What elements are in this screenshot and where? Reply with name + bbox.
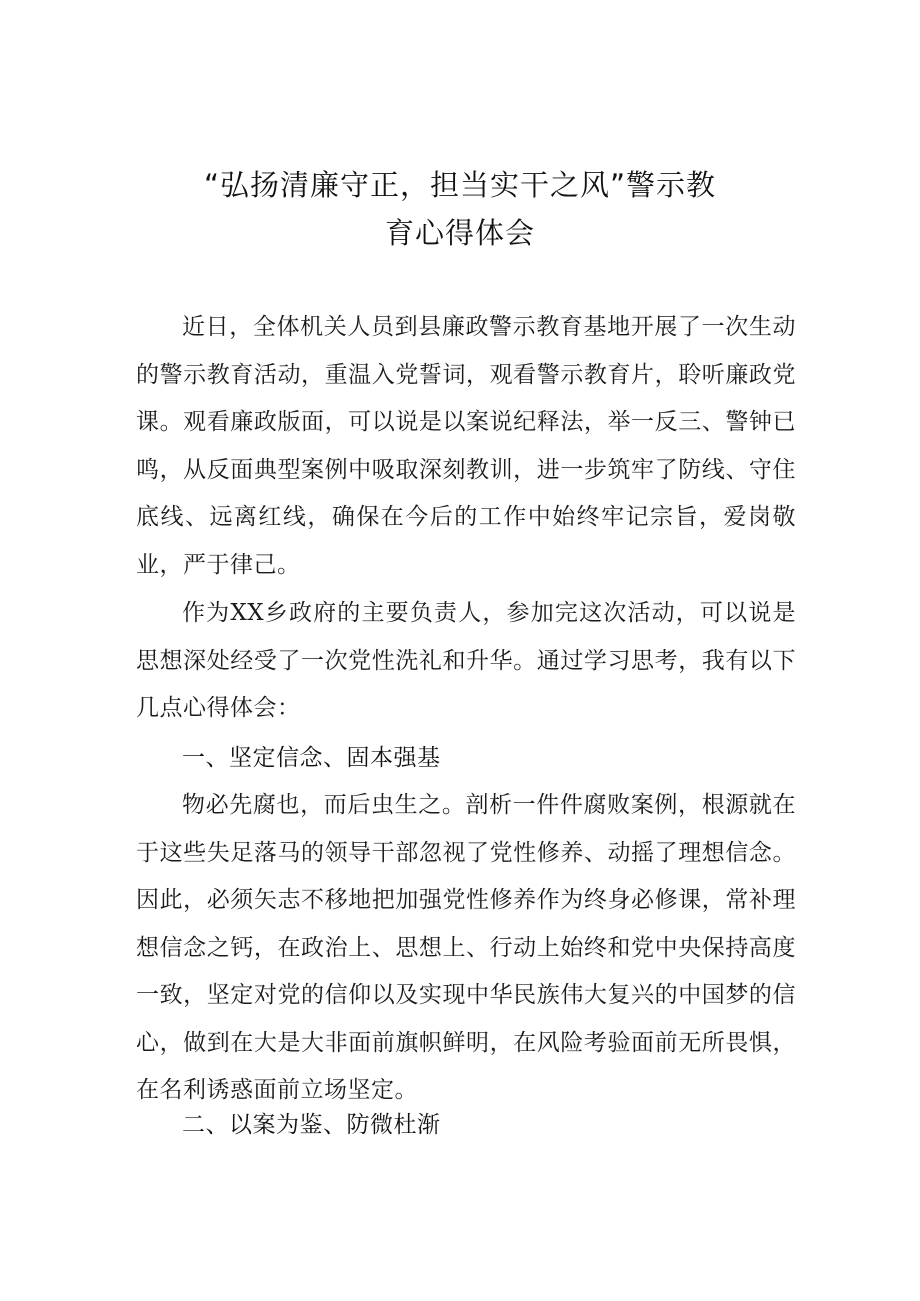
section-heading-2: 二、以案为鉴、防微杜渐 [182, 1112, 441, 1138]
paragraph-section-1: 物必先腐也，而后虫生之。剖析一件件腐败案例，根源就在于这些失足落马的领导干部忽视了党性修养、动摇了理想信念。因此，必须矢志不移地把加强党性修养作为终身必修课，常补理想信念之钙，在政治上、思想上、行动上始终和党中央保持高度一致，坚定对党的信仰以及实现中华民族伟大复兴的中国梦的信心，做到在大是大非面前旗帜鲜明，在风险考验面前无所畏惧，在名利诱惑面前立场坚定。 [136, 792, 796, 1103]
document-title-line-2: 育心得体会 [384, 216, 535, 250]
paragraph-role: 作为XX乡政府的主要负责人，参加完这次活动，可以说是思想深处经受了一次党性洗礼和升华。通过学习思考，我有以下几点心得体会： [136, 600, 796, 721]
section-heading-1: 一、坚定信念、固本强基 [182, 745, 441, 771]
paragraph-intro: 近日，全体机关人员到县廉政警示教育基地开展了一次生动的警示教育活动，重温入党誓词，观看警示教育片，聆听廉政党课。观看廉政版面，可以说是以案说纪释法，举一反三、警钟已鸣，从反面典型案例中吸取深刻教训，进一步筑牢了防线、守住底线、远离红线，确保在今后的工作中始终牢记宗旨，爱岗敬业，严于律己。 [136, 314, 796, 578]
document-title-line-1: “弘扬清廉守正，担当实干之风”警示教 [203, 168, 717, 202]
